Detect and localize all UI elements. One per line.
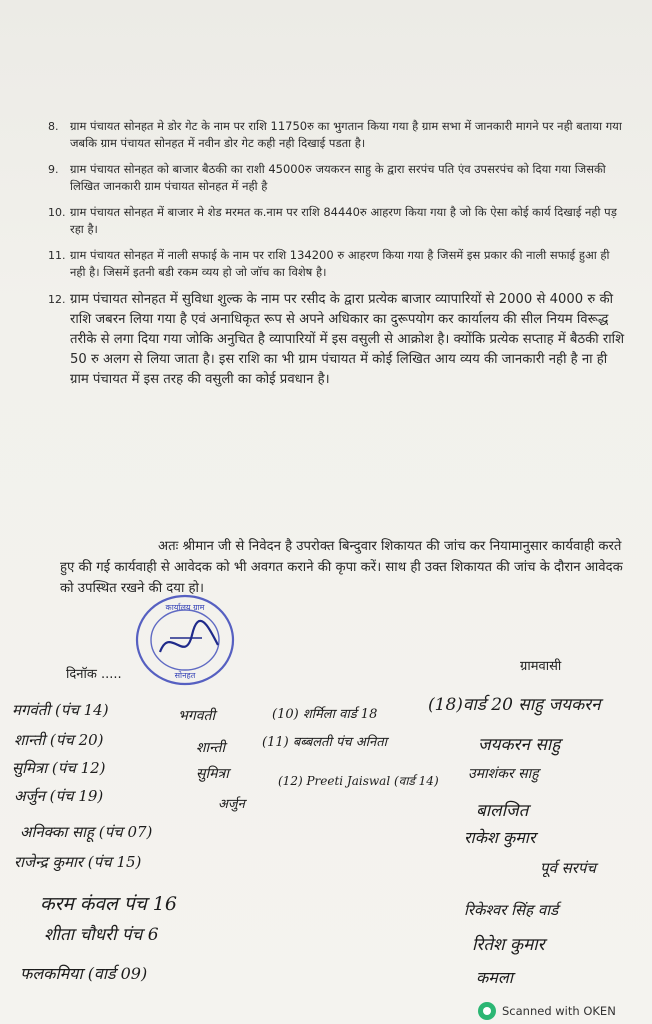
item-number: 12. <box>48 293 66 306</box>
complaint-item-12 <box>48 290 628 390</box>
signature-left-6: राजेन्द्र कुमार (पंच 15) <box>14 853 142 871</box>
stamp-top-text: कार्यालय ग्राम <box>165 603 205 612</box>
scanned-with-text: Scanned with OKEN <box>502 1004 616 1018</box>
stamp-signature <box>160 621 218 652</box>
oken-logo-icon <box>478 1002 496 1020</box>
complaint-item-9 <box>48 161 628 195</box>
scanner-watermark <box>478 1002 616 1020</box>
signature-left-4: अर्जुन (पंच 19) <box>14 787 104 805</box>
stamp-bottom-text: सोनहत <box>174 671 196 680</box>
signature-right-2: जयकरन साहु <box>478 735 561 755</box>
signature-left-1: मगवंती (पंच 14) <box>12 701 109 719</box>
signature-middle-6: (12) Preeti Jaiswal (वार्ड 14) <box>278 774 439 788</box>
item-number: 8. <box>48 120 59 133</box>
signature-middle-2: (10) शर्मिला वार्ड 18 <box>272 707 378 722</box>
signature-middle-1: भगवती <box>178 708 216 724</box>
signature-right-3: उमाशंकर साहु <box>468 766 539 782</box>
signature-right-5: राकेश कुमार <box>464 828 536 847</box>
signature-middle-4: (11) बब्बलती पंच अनिता <box>262 735 388 750</box>
signature-left-5: अनिक्का साहू (पंच 07) <box>20 823 153 841</box>
signature-left-7: करम कंवल पंच 16 <box>40 893 177 915</box>
complaint-item-8 <box>48 118 628 152</box>
signature-right-1: (18)वार्ड 20 साहु जयकरन <box>428 695 601 715</box>
item-text: ग्राम पंचायत सोनहत मे डोर गेट के नाम पर राशि 11750रु का भुगतान किया गया है ग्राम सभा में जानकारी मागने पर नही बताया गया जबकि ग्राम पंचायत सोनहत में नवीन डोर गेट कही नही दिखाई पडता है। <box>70 119 622 150</box>
signature-right-4: बालजित <box>476 801 529 821</box>
item-text: ग्राम पंचायत सोनहत को बाजार बैठकी का राशी 45000रु जयकरन साहु के द्वारा सरपंच पति एंव उपसरपंच को दिया गया जिसकी लिखित जानकारी ग्राम पंचायत सोनहत में नही है <box>70 162 606 193</box>
signature-left-9: फलकमिया (वार्ड 09) <box>20 964 148 983</box>
signature-left-2: शान्ती (पंच 20) <box>14 731 104 749</box>
office-seal-stamp <box>130 590 240 690</box>
signature-middle-7: अर्जुन <box>218 797 245 812</box>
villagers-heading: ग्रामवासी <box>520 659 562 674</box>
item-number: 10. <box>48 206 66 219</box>
signature-right-7: रिकेश्वर सिंह वार्ड <box>464 901 559 919</box>
signature-middle-3: शान्ती <box>196 740 226 756</box>
signature-left-8: शीता चौधरी पंच 6 <box>44 925 159 945</box>
item-text: ग्राम पंचायत सोनहत में सुविधा शुल्क के नाम पर रसीद के द्वारा प्रत्येक बाजार व्यापारियों से 2000 से 4000 रु की राशि जबरन लिया गया है एवं अनाधिकृत रूप से अपने अधिकार का दुरूपयोग कर कार्यालय की सील नियम विरूद्ध तरीके से लगा दिया गया जोकि अनुचित है व्यापारियों में इस वसुली से आक्रोश है। क्योंकि प्रत्येक सप्ताह में बैठकी राशि 50 रु अलग से लिया जाता है। इस राशि का भी ग्राम पंचायत में कोई लिखित आय व्यय की जानकारी नही है ना ही ग्राम पंचायत में इस तरह की वसुली का कोई प्रवधान है। <box>70 292 625 387</box>
complaint-list <box>48 118 628 399</box>
signature-right-9: कमला <box>476 968 513 987</box>
complaint-item-10 <box>48 204 628 238</box>
signature-left-3: सुमित्रा (पंच 12) <box>12 759 106 777</box>
signature-right-6: पूर्व सरपंच <box>540 859 596 877</box>
item-text: ग्राम पंचायत सोनहत में बाजार मे शेड मरमत क.नाम पर राशि 84440रु आहरण किया गया है जो कि ऐसा कोई कार्य दिखाई नही पड़ रहा है। <box>70 205 617 236</box>
signature-right-8: रितेश कुमार <box>472 935 545 955</box>
item-text: ग्राम पंचायत सोनहत में नाली सफाई के नाम पर राशि 134200 रु आहरण किया गया है जिसमें इस प्रकार की नाली सफाई हुआ ही नही है। जिसमें इतनी बडी रकम व्यय हो जो जॉच का विशेष है। <box>70 248 610 279</box>
signature-middle-5: सुमित्रा <box>196 766 229 782</box>
date-label: दिनॉक ..... <box>66 667 122 682</box>
closing-paragraph: अतः श्रीमान जी से निवेदन है उपरोक्त बिन्दुवार शिकायत की जांच कर नियामानुसार कार्यवाही करते हुए की गई कार्यवाही से आवेदक को भी अवगत कराने की कृपा करें। साथ ही उक्त शिकायत की जांच के दौरान आवेदक को उपस्थित रखने की दया हो। <box>60 539 623 596</box>
item-number: 11. <box>48 249 66 262</box>
complaint-item-11 <box>48 247 628 281</box>
item-number: 9. <box>48 163 59 176</box>
